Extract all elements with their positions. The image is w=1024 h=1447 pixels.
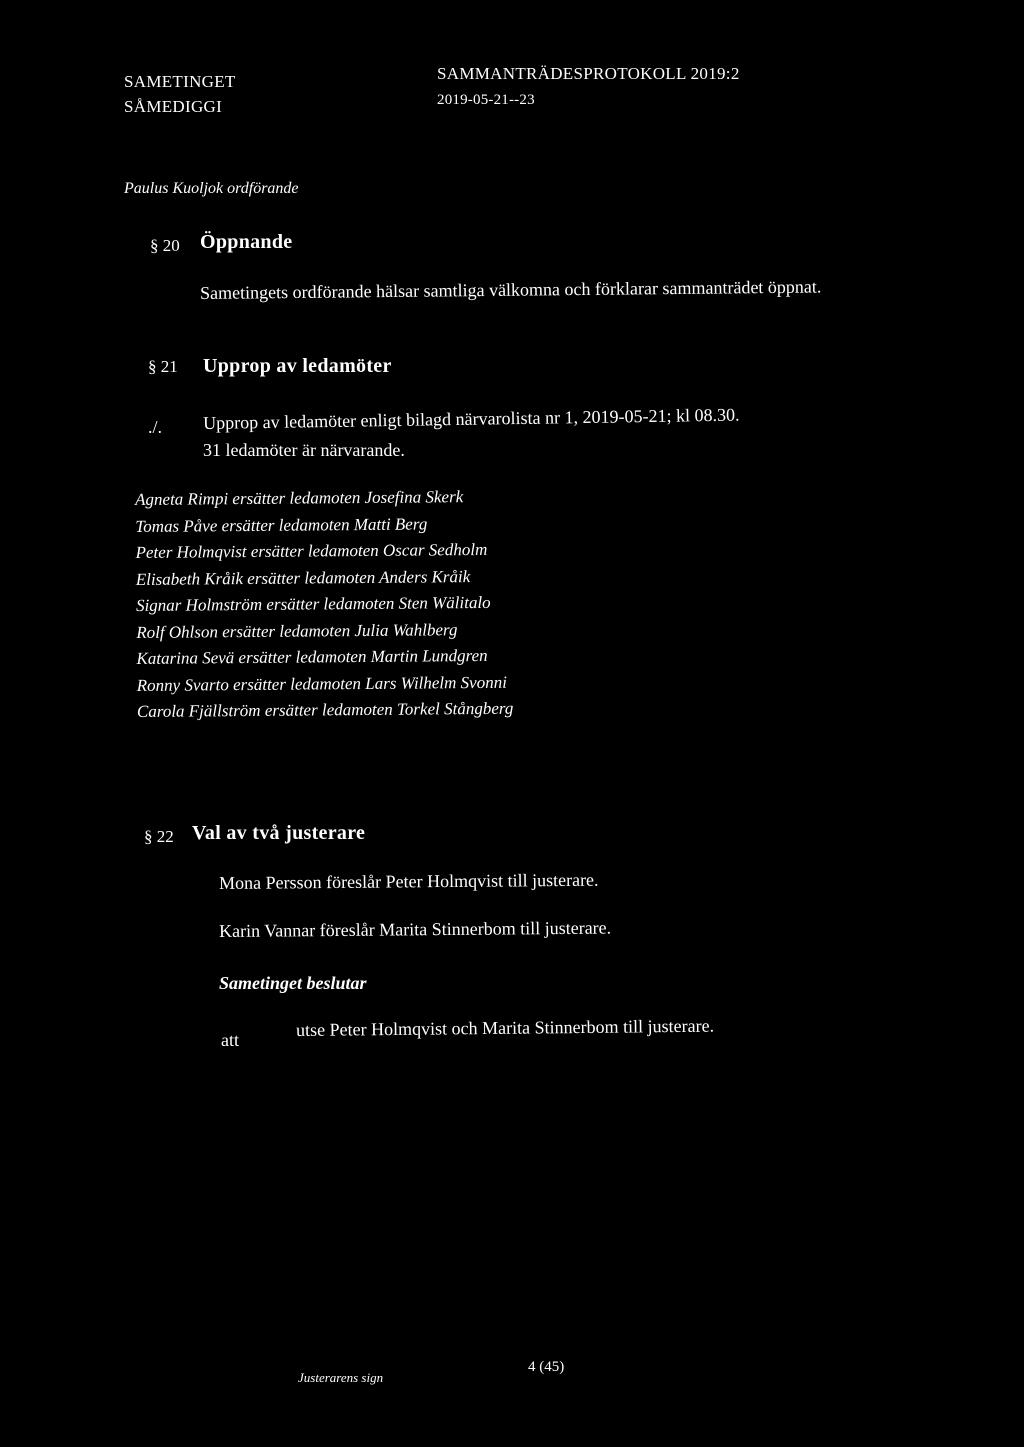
proposal-2: Karin Vannar föreslår Marita Stinnerbom till justerare.	[219, 917, 612, 941]
attachment-mark: ./.	[148, 417, 163, 437]
substitute-entry: Katarina Sevä ersätter ledamoten Martin Lundgren	[136, 645, 488, 668]
section-20-title: Öppnande	[200, 231, 293, 253]
chair-name: Paulus Kuoljok ordförande	[124, 180, 299, 197]
document-title: SAMMANTRÄDESPROTOKOLL 2019:2	[437, 64, 740, 83]
section-21-present-count: 31 ledamöter är närvarande.	[203, 440, 405, 460]
document-dates: 2019-05-21--23	[437, 92, 535, 108]
org-name-swedish: SAMETINGET	[124, 72, 236, 91]
section-22-title: Val av två justerare	[192, 822, 366, 844]
proposal-1: Mona Persson föreslår Peter Holmqvist till justerare.	[219, 869, 599, 893]
page-number: 4 (45)	[528, 1359, 565, 1375]
substitute-entry: Agneta Rimpi ersätter ledamoten Josefina Skerk	[135, 487, 464, 509]
substitute-entry: Rolf Ohlson ersätter ledamoten Julia Wahlberg	[136, 619, 458, 642]
substitute-entry: Ronny Svarto ersätter ledamoten Lars Wilhelm Svonni	[136, 672, 507, 695]
section-21-title: Upprop av ledamöter	[203, 355, 392, 377]
section-21-roll-call: Upprop av ledamöter enligt bilagd närvarolista nr 1, 2019-05-21; kl 08.30.	[203, 404, 740, 433]
decision-text: utse Peter Holmqvist och Marita Stinnerbom till justerare.	[296, 1015, 715, 1040]
section-21-number: § 21	[148, 357, 178, 376]
section-20-number: § 20	[150, 236, 180, 255]
section-22-number: § 22	[144, 827, 174, 846]
decision-heading: Sametinget beslutar	[219, 973, 367, 993]
substitutes-list	[135, 484, 513, 726]
org-name-sami: SÅMEDIGGI	[124, 97, 223, 116]
substitute-entry: Carola Fjällström ersätter ledamoten Torkel Stångberg	[136, 698, 514, 721]
signature-label: Justerarens sign	[298, 1370, 384, 1385]
section-20-text: Sametingets ordförande hälsar samtliga välkomna och förklarar sammanträdet öppnat.	[200, 276, 822, 303]
substitute-entry: Signar Holmström ersätter ledamoten Sten Wälitalo	[135, 592, 491, 615]
substitute-entry: Tomas Påve ersätter ledamoten Matti Berg	[135, 513, 428, 536]
decision-att: att	[221, 1030, 239, 1050]
substitute-entry: Elisabeth Kråik ersätter ledamoten Anders Kråik	[135, 566, 471, 589]
substitute-entry: Peter Holmqvist ersätter ledamoten Oscar Sedholm	[135, 539, 488, 562]
